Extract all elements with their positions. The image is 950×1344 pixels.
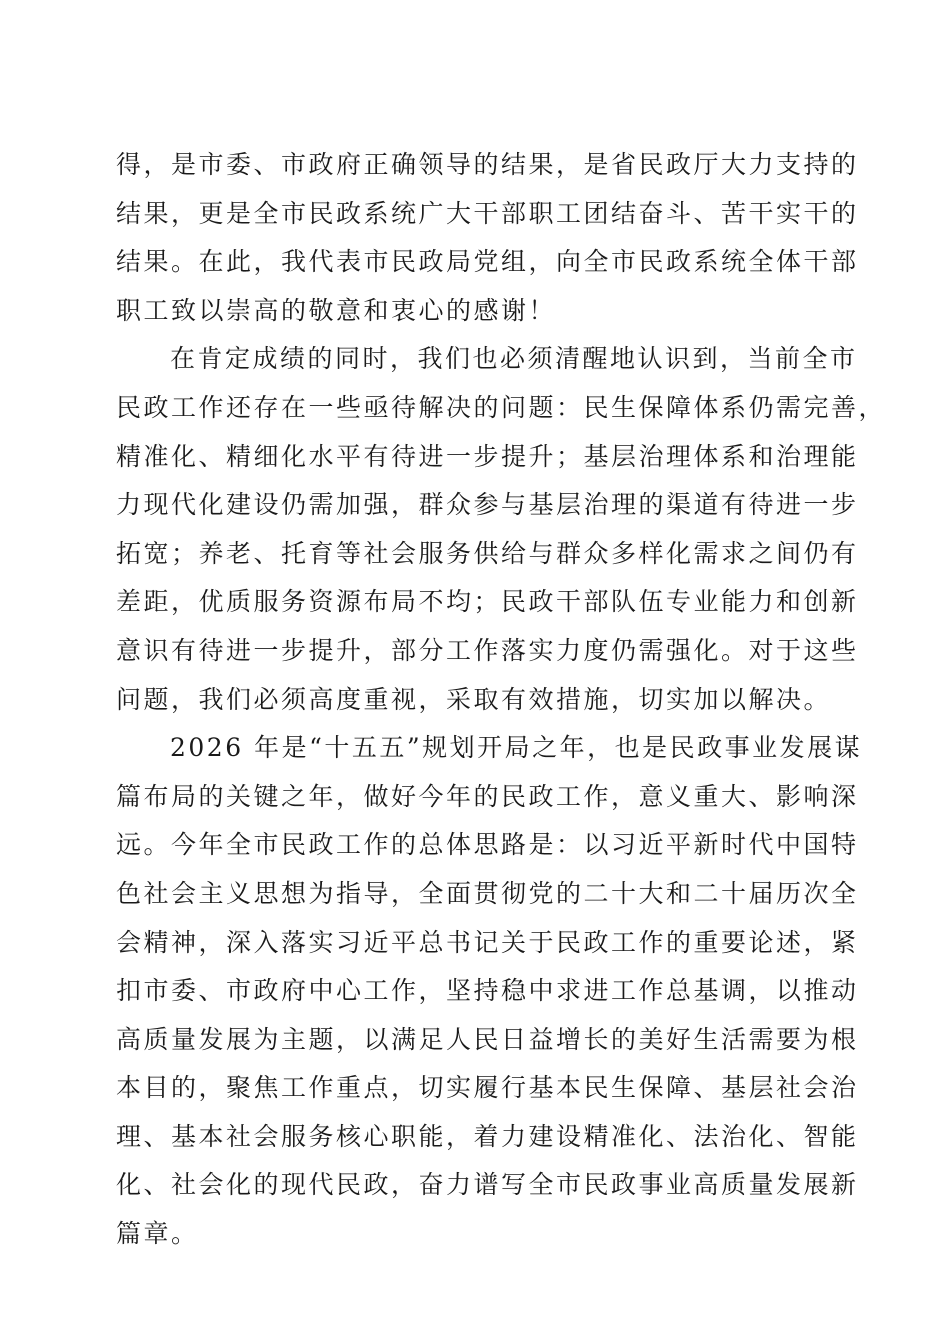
paragraph-1 [116, 141, 859, 335]
text-line: 拓宽；养老、托育等社会服务供给与群众多样化需求之间仍有 [116, 538, 859, 568]
document-body [116, 141, 887, 1259]
text-line: 结果，更是全市民政系统广大干部职工团结奋斗、苦干实干的 [116, 198, 859, 228]
text-line: 职工致以崇高的敬意和衷心的感谢！ [116, 295, 557, 325]
text-line: 力现代化建设仍需加强，群众参与基层治理的渠道有待进一步 [116, 490, 859, 520]
paragraph-3 [116, 724, 863, 1259]
text-line: 在肯定成绩的同时，我们也必须清醒地认识到，当前全市 [170, 344, 858, 374]
text-line: 远。今年全市民政工作的总体思路是：以习近平新时代中国特 [116, 830, 859, 860]
text-line: 理、基本社会服务核心职能，着力建设精准化、法治化、智能 [116, 1121, 859, 1151]
text-line: 色社会主义思想为指导，全面贯彻党的二十大和二十届历次全 [116, 878, 859, 908]
text-line: 2026 年是“十五五”规划开局之年，也是民政事业发展谋 [170, 733, 863, 763]
text-line: 精准化、精细化水平有待进一步提升；基层治理体系和治理能 [116, 441, 859, 471]
text-line: 差距，优质服务资源布局不均；民政干部队伍专业能力和创新 [116, 587, 859, 617]
text-line: 会精神，深入落实习近平总书记关于民政工作的重要论述，紧 [116, 927, 859, 957]
paragraph-2 [116, 335, 887, 724]
text-line: 篇章。 [116, 1219, 199, 1249]
text-line: 问题，我们必须高度重视，采取有效措施，切实加以解决。 [116, 684, 832, 714]
text-line: 意识有待进一步提升，部分工作落实力度仍需强化。对于这些 [116, 635, 859, 665]
text-line: 民政工作还存在一些亟待解决的问题：民生保障体系仍需完善， [116, 392, 887, 422]
text-line: 高质量发展为主题，以满足人民日益增长的美好生活需要为根 [116, 1024, 859, 1054]
text-line: 结果。在此，我代表市民政局党组，向全市民政系统全体干部 [116, 247, 859, 277]
text-line: 本目的，聚焦工作重点，切实履行基本民生保障、基层社会治 [116, 1073, 859, 1103]
text-line: 得，是市委、市政府正确领导的结果，是省民政厅大力支持的 [116, 150, 859, 179]
text-line: 化、社会化的现代民政，奋力谱写全市民政事业高质量发展新 [116, 1170, 859, 1200]
text-line: 篇布局的关键之年，做好今年的民政工作，意义重大、影响深 [116, 781, 859, 811]
text-line: 扣市委、市政府中心工作，坚持稳中求进工作总基调，以推动 [116, 976, 859, 1006]
